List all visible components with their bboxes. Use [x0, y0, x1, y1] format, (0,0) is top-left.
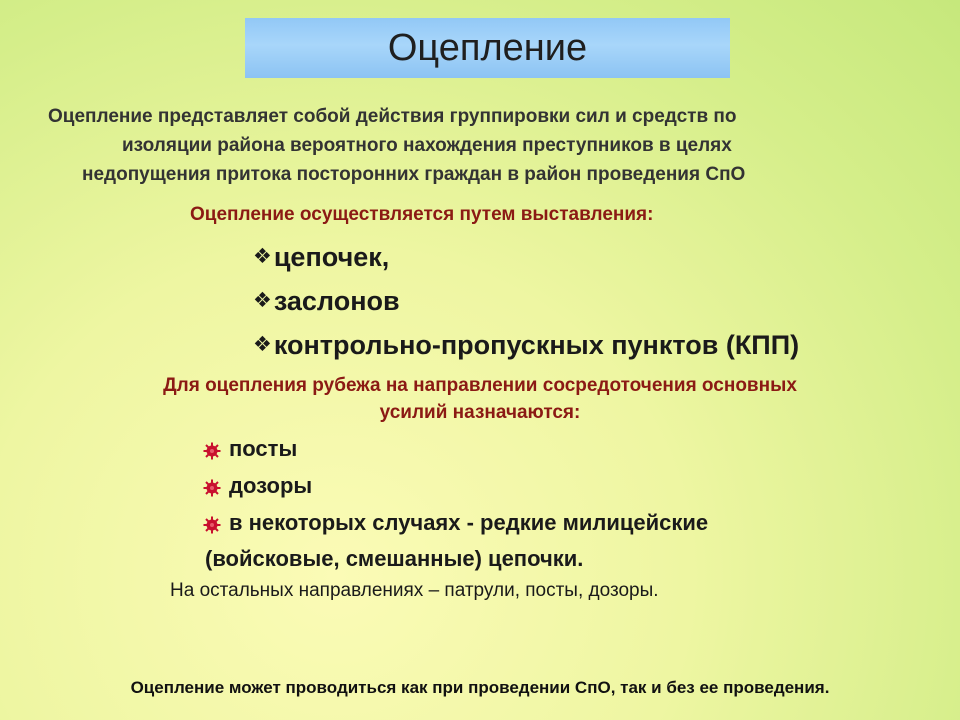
red-gear-bullet-icon	[203, 471, 221, 489]
subheading-assigned	[0, 372, 960, 426]
diamond-bullet-icon: ❖	[253, 245, 272, 268]
diamond-bullet-icon: ❖	[253, 289, 272, 312]
list-item	[253, 323, 799, 367]
list-item-label: заслонов	[273, 286, 400, 316]
list-item-label: в некоторых случаях - редкие милицейские	[229, 510, 709, 535]
diamond-bullet-icon: ❖	[253, 333, 272, 356]
definition-line-1: Оцепление представляет собой действия группировки сил и средств по	[48, 106, 737, 127]
diamond-bullet-list	[253, 235, 799, 367]
definition-line-2: изоляции района вероятного нахождения преступников в целях	[122, 135, 732, 156]
subheading-methods: Оцепление осуществляется путем выставления:	[190, 204, 654, 225]
list-item-label: дозоры	[229, 473, 313, 498]
subheading-assigned-line-2: усилий назначаются:	[379, 402, 581, 423]
list-item-continuation: (войсковые, смешанные) цепочки.	[205, 546, 584, 571]
red-gear-bullet-icon	[203, 434, 221, 452]
list-item	[203, 467, 708, 504]
list-item	[203, 430, 708, 467]
list-item-label: цепочек,	[273, 242, 390, 272]
list-item	[253, 279, 799, 323]
slide-title-box	[245, 18, 730, 78]
red-gear-bullet-icon	[203, 508, 221, 526]
subheading-assigned-line-1: Для оцепления рубежа на направлении сосредоточения основных	[163, 375, 797, 396]
footer-note: Оцепление может проводиться как при проведении СпО, так и без ее проведения.	[130, 678, 830, 697]
list-item	[253, 235, 799, 279]
list-item-label: посты	[229, 436, 298, 461]
slide-title: Оцепление	[387, 26, 588, 69]
definition-line-3: недопущения притока посторонних граждан в район проведения СпО	[82, 164, 746, 185]
definition-paragraph	[40, 102, 930, 189]
gear-bullet-list	[203, 430, 708, 541]
list-item-label: контрольно-пропускных пунктов (КПП)	[273, 330, 800, 360]
list-item	[203, 504, 708, 541]
other-directions-text: На остальных направлениях – патрули, посты, дозоры.	[170, 580, 659, 601]
